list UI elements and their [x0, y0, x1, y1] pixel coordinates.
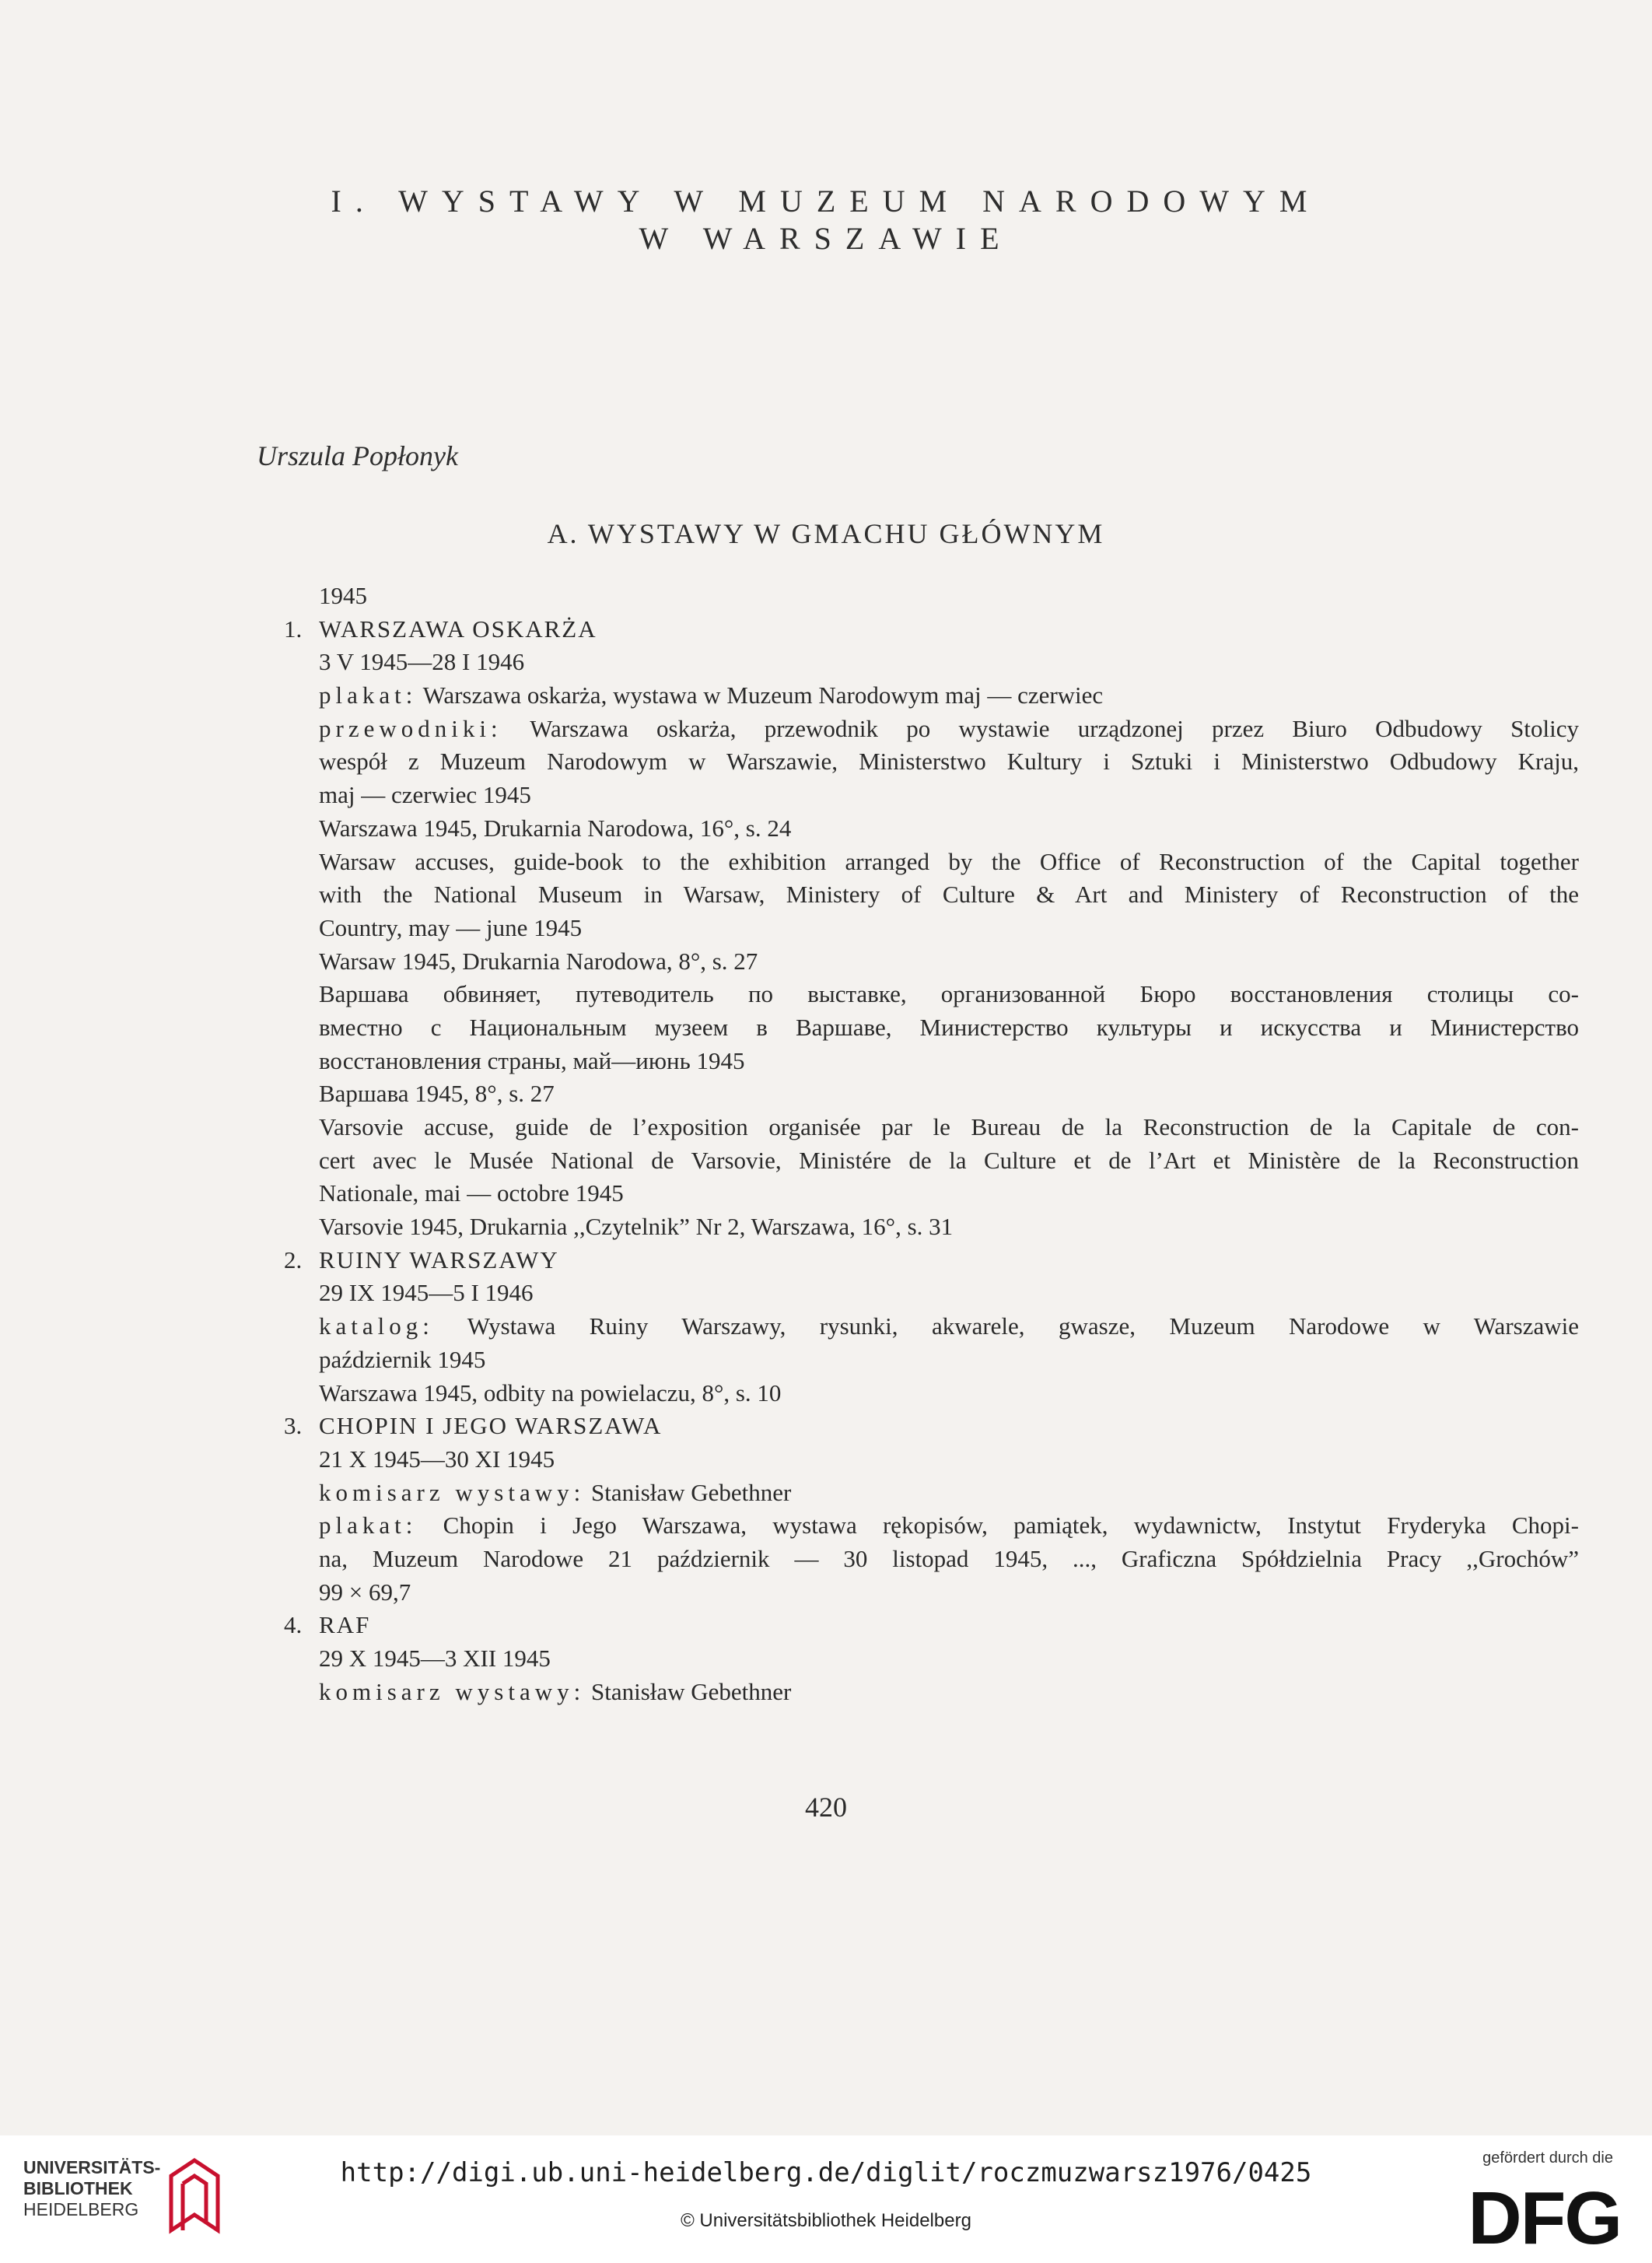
- page-title-line-2: W WARSZAWIE: [639, 221, 1013, 256]
- permalink-url[interactable]: http://digi.ub.uni-heidelberg.de/diglit/roczmuzwarsz1976/0425: [340, 2157, 1312, 2188]
- entry-title-row: [0, 613, 1652, 646]
- funding-caption: gefördert durch die: [1482, 2149, 1613, 2167]
- entry-number: 1.: [284, 615, 303, 643]
- entry-title-row: [0, 1410, 1652, 1443]
- field-label: katalog:: [319, 1312, 434, 1340]
- exhibition-list: [0, 580, 1652, 1708]
- entry-number: 2.: [284, 1245, 303, 1273]
- entry-dates: 29 IX 1945—5 I 1946: [319, 1279, 534, 1307]
- library-line-3: HEIDELBERG: [23, 2199, 139, 2219]
- entry-line: [319, 1509, 1579, 1543]
- entry-line: [319, 713, 1579, 746]
- field-label: przewodniki:: [319, 714, 502, 742]
- entry-number: 3.: [284, 1412, 303, 1440]
- entry-dates: 29 X 1945—3 XII 1945: [319, 1645, 551, 1672]
- entry-line: Warszawa 1945, odbity na powielaczu, 8°, s. 10: [319, 1378, 782, 1406]
- entry-line: восстановления страны, май—июнь 1945: [319, 1046, 745, 1074]
- entry-line: wespół z Muzeum Narodowym w Warszawie, Ministerstwo Kultury i Sztuki i Ministerstwo Odbudowy Kraju,: [319, 748, 1579, 776]
- author-name: Urszula Popłonyk: [257, 440, 458, 471]
- entry-line: maj — czerwiec 1945: [319, 781, 531, 809]
- entry-line: Varsovie 1945, Drukarnia ,,Czytelnik” Nr 2, Warszawa, 16°, s. 31: [319, 1213, 954, 1241]
- field-label: plakat:: [319, 681, 418, 709]
- dfg-logo: DFG: [1468, 2177, 1621, 2260]
- entry-line: 99 × 69,7: [319, 1578, 411, 1606]
- field-text: Stanisław Gebethner: [590, 1478, 792, 1506]
- library-line-2: BIBLIOTHEK: [23, 2178, 133, 2198]
- entry-line: Country, may — june 1945: [319, 913, 583, 941]
- field-label: plakat:: [319, 1512, 418, 1540]
- entry-line: with the National Museum in Warsaw, Ministery of Culture & Art and Ministery of Reconstruction of the: [319, 881, 1579, 909]
- entry-line: [319, 679, 1103, 713]
- entry-line: październik 1945: [319, 1345, 486, 1373]
- entry-line: Nationale, mai — octobre 1945: [319, 1179, 624, 1207]
- entry-number: 4.: [284, 1611, 303, 1639]
- copyright-notice: © Universitätsbibliothek Heidelberg: [681, 2210, 971, 2231]
- entry-name: WARSZAWA OSKARŻA: [319, 615, 597, 643]
- page-number: 420: [805, 1792, 847, 1823]
- entry-line: Varsovie accuse, guide de l’exposition organisée par le Bureau de la Reconstruction de la Capitale de con-: [319, 1113, 1579, 1140]
- entry-name: RAF: [319, 1611, 371, 1639]
- entry-name: CHOPIN I JEGO WARSZAWA: [319, 1412, 663, 1440]
- field-text: Chopin i Jego Warszawa, wystawa rękopisów, pamiątek, wydawnictw, Instytut Fryderyka Chopi-: [443, 1512, 1579, 1540]
- entry-title-row: [0, 1244, 1652, 1277]
- year-heading: 1945: [319, 582, 367, 609]
- entry-line: [319, 1676, 791, 1709]
- entry-name: RUINY WARSZAWY: [319, 1245, 559, 1273]
- field-label: komisarz wystawy:: [319, 1478, 586, 1506]
- field-text: Stanisław Gebethner: [590, 1677, 792, 1705]
- field-text: Wystawa Ruiny Warszawy, rysunki, akwarele, gwasze, Muzeum Narodowe w Warszawie: [467, 1312, 1579, 1340]
- entry-line: [319, 1477, 791, 1510]
- digitization-footer: [0, 2135, 1652, 2263]
- section-heading: A. WYSTAWY W GMACHU GŁÓWNYM: [547, 518, 1105, 549]
- field-text: Warszawa oskarża, przewodnik po wystawie urządzonej przez Biuro Odbudowy Stolicy: [530, 714, 1579, 742]
- entry-line: Варшава обвиняет, путеводитель по выставке, организованной Бюро восстановления столицы со-: [319, 980, 1579, 1008]
- entry-line: [319, 1310, 1579, 1343]
- field-label: komisarz wystawy:: [319, 1677, 586, 1705]
- entry-line: cert avec le Musée National de Varsovie, Ministére de la Culture et de l’Art et Ministère de la Reconstruction: [319, 1146, 1579, 1174]
- entry-title-row: [0, 1609, 1652, 1642]
- entry-dates: 3 V 1945—28 I 1946: [319, 648, 525, 676]
- page-title-line-1: I. WYSTAWY W MUZEUM NARODOWYM: [331, 184, 1321, 219]
- library-line-1: UNIVERSITÄTS-: [23, 2157, 161, 2177]
- field-text: Warszawa oskarża, wystawa w Muzeum Narodowym maj — czerwiec: [422, 681, 1104, 709]
- entry-line: Варшава 1945, 8°, s. 27: [319, 1080, 555, 1108]
- entry-line: вместно с Национальным музеем в Варшаве, Министерство культуры и искусства и Министерство: [319, 1013, 1579, 1041]
- entry-line: na, Muzeum Narodowe 21 październik — 30 listopad 1945, ..., Graficzna Spółdzielnia Pracy ,,Grochów”: [319, 1544, 1579, 1572]
- entry-line: Warsaw accuses, guide-book to the exhibition arranged by the Office of Reconstruction of the Capital together: [319, 847, 1579, 875]
- entry-line: Warszawa 1945, Drukarnia Narodowa, 16°, s. 24: [319, 814, 792, 842]
- entry-dates: 21 X 1945—30 XI 1945: [319, 1445, 555, 1473]
- entry-line: Warsaw 1945, Drukarnia Narodowa, 8°, s. 27: [319, 947, 758, 975]
